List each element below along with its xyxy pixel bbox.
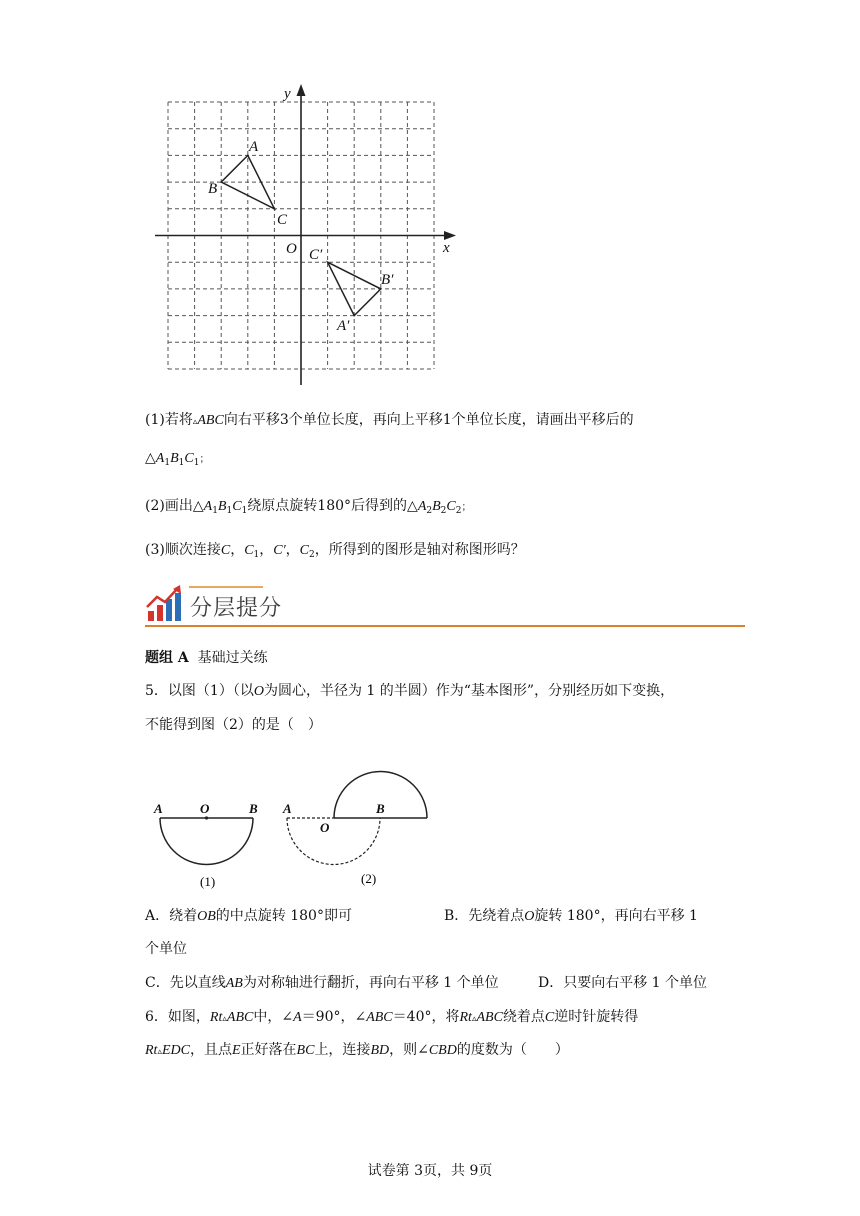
q4-part1-line2: $\triangle A_1B_1C_1$； [145, 450, 210, 468]
group-label: 题组 A [145, 650, 189, 666]
origin-label: O [286, 241, 297, 257]
point-a-label: A [249, 139, 259, 155]
point-b-label: B [208, 181, 218, 197]
svg-text:A: A [154, 801, 163, 816]
q5-option-a[interactable]: A．绕着OB的中点旋转 180°即可 [145, 908, 352, 924]
x-axis-label: x [443, 240, 450, 256]
group-name: 基础过关练 [197, 650, 268, 666]
q5-option-d[interactable]: D．只要向右平移 1 个单位 [538, 975, 708, 991]
q6-stem-line1: 6．如图，Rt▵ABC中，∠A＝90°，∠ABC＝40°，将Rt▵ABC绕着点C逆时针旋转得 [145, 1009, 639, 1025]
svg-text:B: B [249, 801, 258, 816]
y-axis-arrow [297, 84, 306, 96]
svg-text:O: O [200, 801, 210, 816]
svg-text:B: B [376, 801, 385, 816]
point-c-label: C [277, 212, 288, 228]
page-footer: 试卷第 3页，共 9页 [367, 1163, 493, 1179]
svg-text:(1): (1) [200, 874, 216, 889]
x-axis-arrow [444, 231, 456, 240]
point-b-prime-label: B′ [381, 272, 394, 288]
q4-part3: (3)顺次连接C，$C_1$，C′，$C_2$，所得到的图形是轴对称图形吗？ [145, 542, 525, 560]
q5-option-c[interactable]: C．先以直线AB为对称轴进行翻折，再向右平移 1 个单位 [145, 975, 499, 991]
point-c-prime-label: C′ [309, 247, 323, 263]
coordinate-grid-figure [140, 80, 470, 390]
q4-part1-line1: (1)若将▵ABC向右平移3个单位长度，再向上平移1个单位长度，请画出平移后的 [145, 412, 634, 428]
section-header [145, 585, 745, 630]
y-axis-label: y [284, 86, 291, 102]
q5-stem-line1: 5．以图（1）（以O为圆心，半径为 1 的半圆）作为“基本图形”，分别经历如下变换， [145, 683, 675, 699]
svg-text:O: O [320, 820, 330, 835]
q5-option-b[interactable]: B．先绕着点O旋转 180°，再向右平移 1 [444, 908, 698, 924]
q4-part2: (2)画出$\triangle A_1B_1C_1$绕原点旋转180°后得到的$\triangle A_2B_2C_2$； [145, 498, 472, 516]
q6-stem-line2: Rt▵EDC，且点E正好落在BC上，连接BD，则∠CBD的度数为（ ） [145, 1042, 569, 1058]
q5-stem-line2: 不能得到图（2）的是（ ） [145, 717, 322, 733]
svg-text:(2): (2) [361, 871, 377, 886]
q5-option-b-cont: 个单位 [145, 941, 187, 957]
group-heading [145, 648, 268, 668]
semicircle-figures [145, 770, 445, 890]
svg-text:A: A [283, 801, 292, 816]
section-title: 分层提分 [190, 596, 283, 621]
point-a-prime-label: A′ [337, 318, 350, 334]
